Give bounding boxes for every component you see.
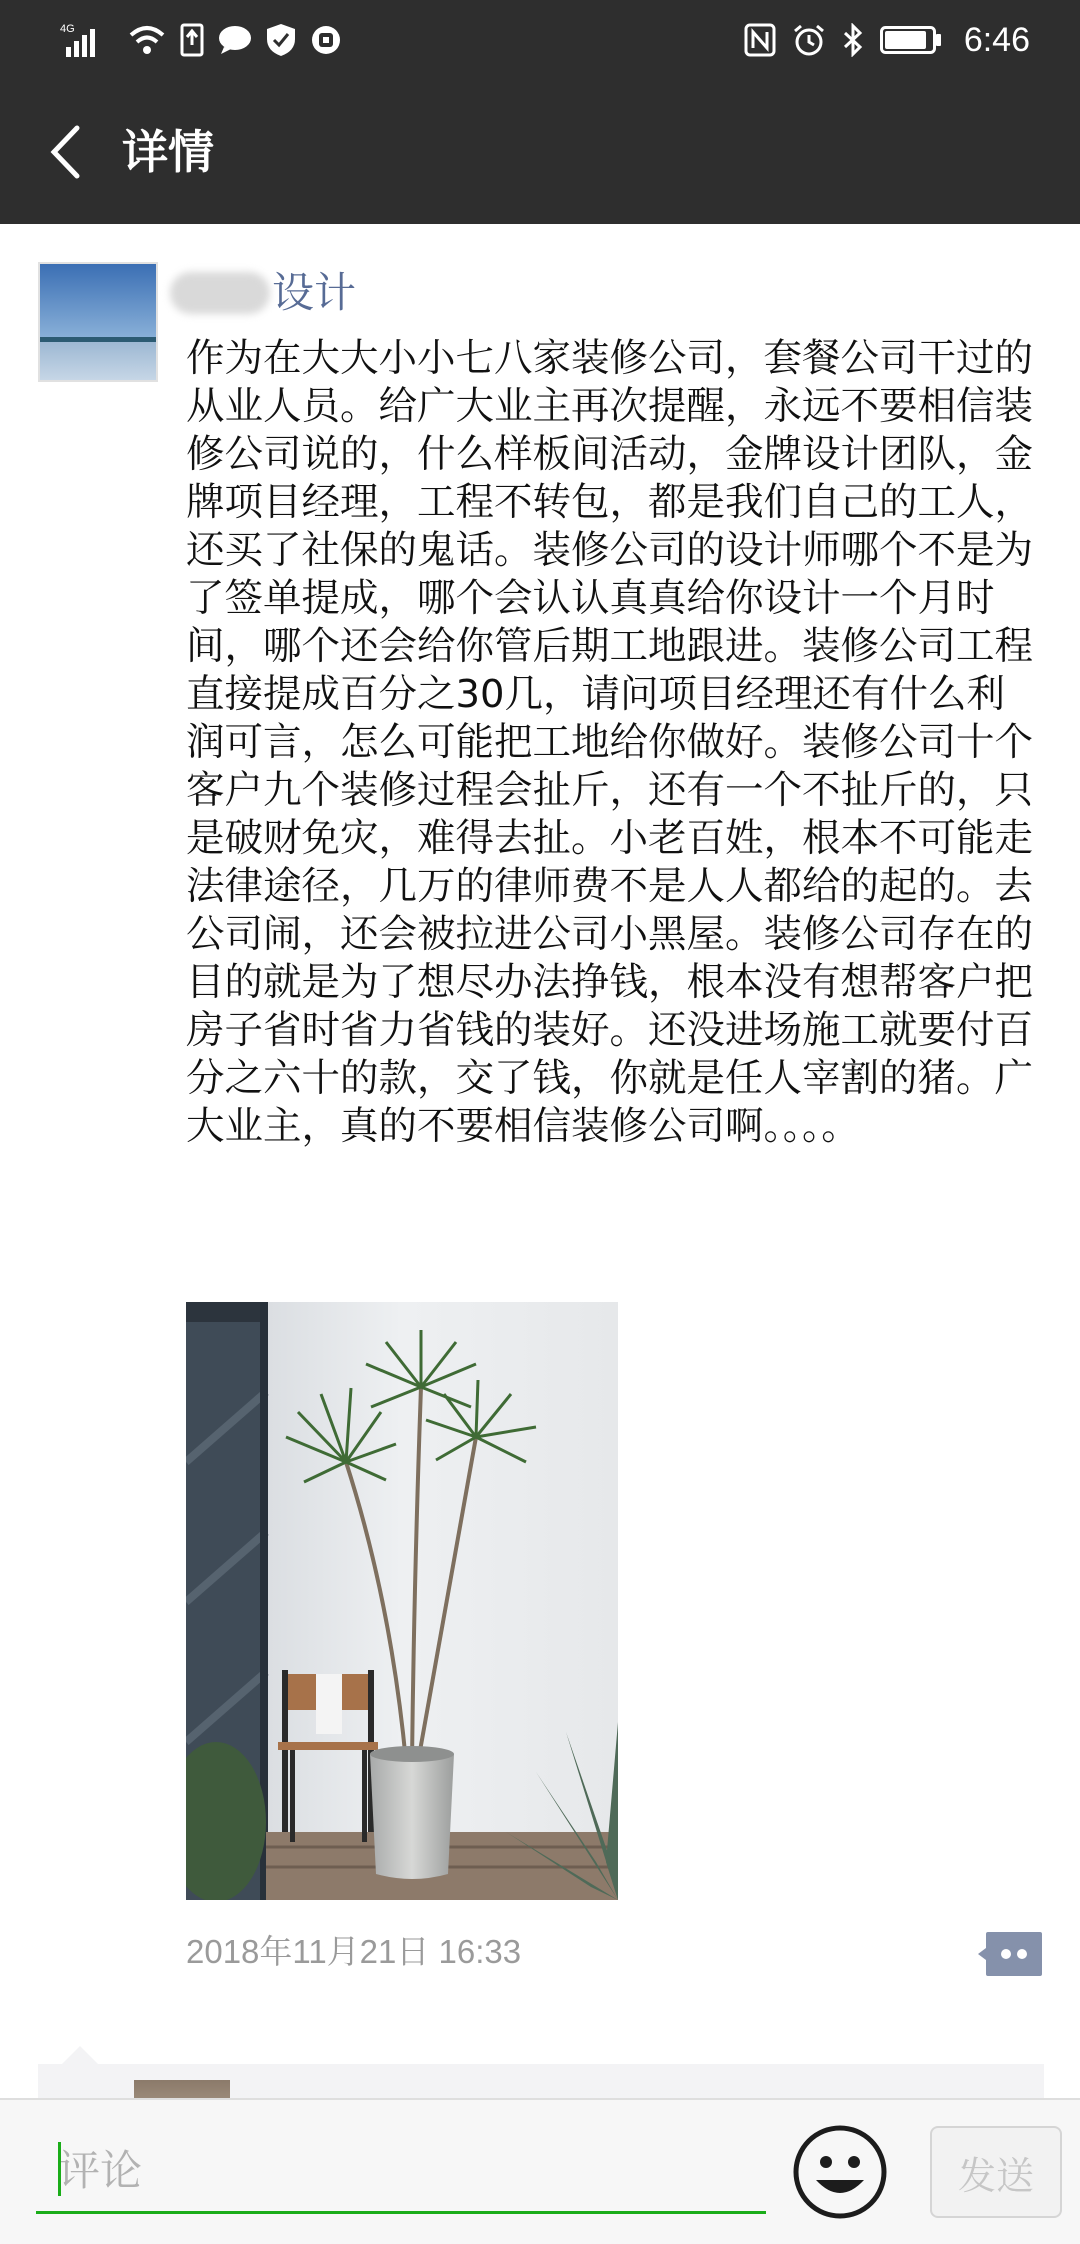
app-icon (310, 24, 342, 56)
post-text: 作为在大大小小七八家装修公司，套餐公司干过的从业人员。给广大业主再次提醒，永远不要相信装修公司说的，什么样板间活动，金牌设计团队，金牌项目经理，工程不转包，都是我们自己的工人，还买了社保的鬼话。装修公司的设计师哪个不是为了签单提成，哪个会认认真真给你设计一个月时间，哪个还会给你管后期工地跟进。装修公司工程直接提成百分之30几，请问项目经理还有什么利润可言，怎么可能把工地给你做好。装修公司十个客户九个装修过程会扯斤，还有一个不扯斤的，只是破财免灾，难得去扯。小老百姓，根本不可能走法律途径，几万的律师费不是人人都给的起的。去公司闹，还会被拉进公司小黑屋。装修公司存在的目的就是为了想尽办法挣钱，根本没有想帮客户把房子省时省力省钱的装好。还没进场施工就要付百分之六十的款，交了钱，你就是任人宰割的猪。广大业主，真的不要相信装修公司啊。。。。 (186, 336, 1034, 1149)
signal-icon (60, 21, 114, 59)
post-image[interactable] (186, 1302, 618, 1900)
shield-icon (266, 23, 296, 57)
bluetooth-icon (842, 23, 864, 57)
name-redaction-blur (170, 272, 270, 314)
emoji-button[interactable] (792, 2124, 888, 2220)
plant-photo (186, 1302, 618, 1900)
comment-action-button[interactable] (978, 1930, 1044, 1978)
alarm-icon (792, 23, 826, 57)
status-left-icons (60, 18, 342, 62)
author-name-row[interactable] (170, 262, 356, 324)
status-right-icons (744, 18, 1030, 62)
header-bar (0, 80, 1080, 224)
comment-dots-icon (978, 1930, 1044, 1978)
page-title: 详情 (122, 125, 214, 179)
network-label: 4G (60, 23, 75, 35)
author-name[interactable]: 设计 (272, 268, 357, 317)
status-time: 6:46 (963, 20, 1030, 59)
comment-input[interactable] (36, 2130, 766, 2214)
message-icon (218, 25, 252, 55)
text-cursor (58, 2142, 61, 2196)
sim-icon (180, 23, 204, 57)
author-avatar[interactable] (38, 262, 158, 382)
battery-icon (880, 25, 942, 55)
post-timestamp: 2018年11月21日 16:33 (186, 1933, 522, 1970)
nfc-icon (744, 23, 776, 57)
comment-area-pointer (62, 2046, 98, 2064)
emoji-smile-icon (792, 2124, 888, 2220)
chevron-left-icon (46, 124, 86, 180)
comment-input-bar (0, 2098, 1080, 2244)
back-button[interactable] (30, 114, 102, 190)
send-button[interactable]: 发送 (930, 2126, 1062, 2218)
wifi-icon (128, 23, 166, 57)
status-bar (0, 0, 1080, 80)
